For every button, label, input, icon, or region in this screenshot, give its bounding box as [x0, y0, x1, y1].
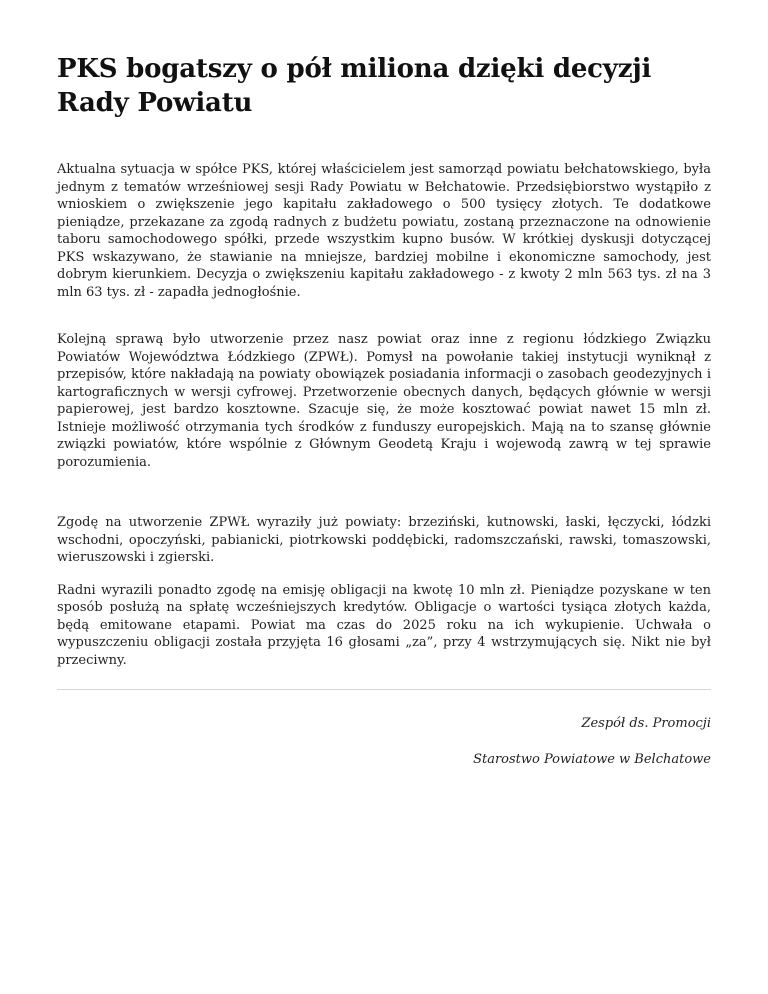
article-paragraph-2: Kolejną sprawą było utworzenie przez nasz powiat oraz inne z regionu łódzkiego Związku Powiatów Województwa Łódzkiego (ZPWŁ). Pomysł na powołanie takiej instytucji wyniknął z przepisów, które nakładają na powiaty obowiązek posiadania informacji o zasobach geodezyjnych i kartograficznych w wersji cyfrowej. Przetworzenie obecnych danych, będących głównie w wersji papierowej, jest bardzo kosztowne. Szacuje się, że może kosztować powiat nawet 15 mln zł. Istnieje możliwość otrzymania tych środków z funduszy europejskich. Mają na to szansę głównie związki powiatów, które wspólnie z Głównym Geodetą Kraju i wojewodą zawrą w tej sprawie porozumienia. — [57, 332, 711, 470]
signature-team: Zespół ds. Promocji — [581, 716, 711, 731]
article-paragraph-3: Zgodę na utworzenie ZPWŁ wyraziły już powiaty: brzeziński, kutnowski, łaski, łęczycki, łódzki wschodni, opoczyński, pabianicki, piotrkowski poddębicki, radomszczański, rawski, tomaszowski, wieruszowski i zgierski. — [57, 515, 711, 565]
article — [57, 52, 711, 768]
article-paragraph-4: Radni wyrazili ponadto zgodę na emisję obligacji na kwotę 10 mln zł. Pieniądze pozyskane w ten sposób posłużą na spłatę wcześniejszych kredytów. Obligacje o wartości tysiąca złotych każda, będą emitowane etapami. Powiat ma czas do 2025 roku na ich wykupienie. Uchwała o wypuszczeniu obligacji została przyjęta 16 głosami „za”, przy 4 wstrzymujących się. Nikt nie był przeciwny. — [57, 582, 711, 668]
signature-divider — [57, 689, 711, 690]
article-paragraph-1: Aktualna sytuacja w spółce PKS, której właścicielem jest samorząd powiatu bełchatowskiego, była jednym z tematów wrześniowej sesji Rady Powiatu w Bełchatowie. Przedsiębiorstwo wystąpiło z wnioskiem o zwiększenie jego kapitału zakładowego o 500 tysięcy złotych. Te dodatkowe pieniądze, przekazane za zgodą radnych z budżetu powiatu, zostaną przeznaczone na odnowienie taboru samochodowego spółki, przede wszystkim kupno busów. W krótkiej dyskusji dotyczącej PKS wskazywano, że stawianie na mniejsze, bardziej mobilne i ekonomiczne samochody, jest dobrym kierunkiem. Decyzja o zwiększeniu kapitału zakładowego - z kwoty 2 mln 563 tys. zł na 3 mln 63 tys. zł - zapadła jednogłośnie. — [57, 162, 711, 300]
signature-office: Starostwo Powiatowe w Belchatowe — [473, 752, 711, 767]
article-title: PKS bogatszy o pół miliona dzięki decyzji Rady Powiatu — [57, 54, 652, 118]
